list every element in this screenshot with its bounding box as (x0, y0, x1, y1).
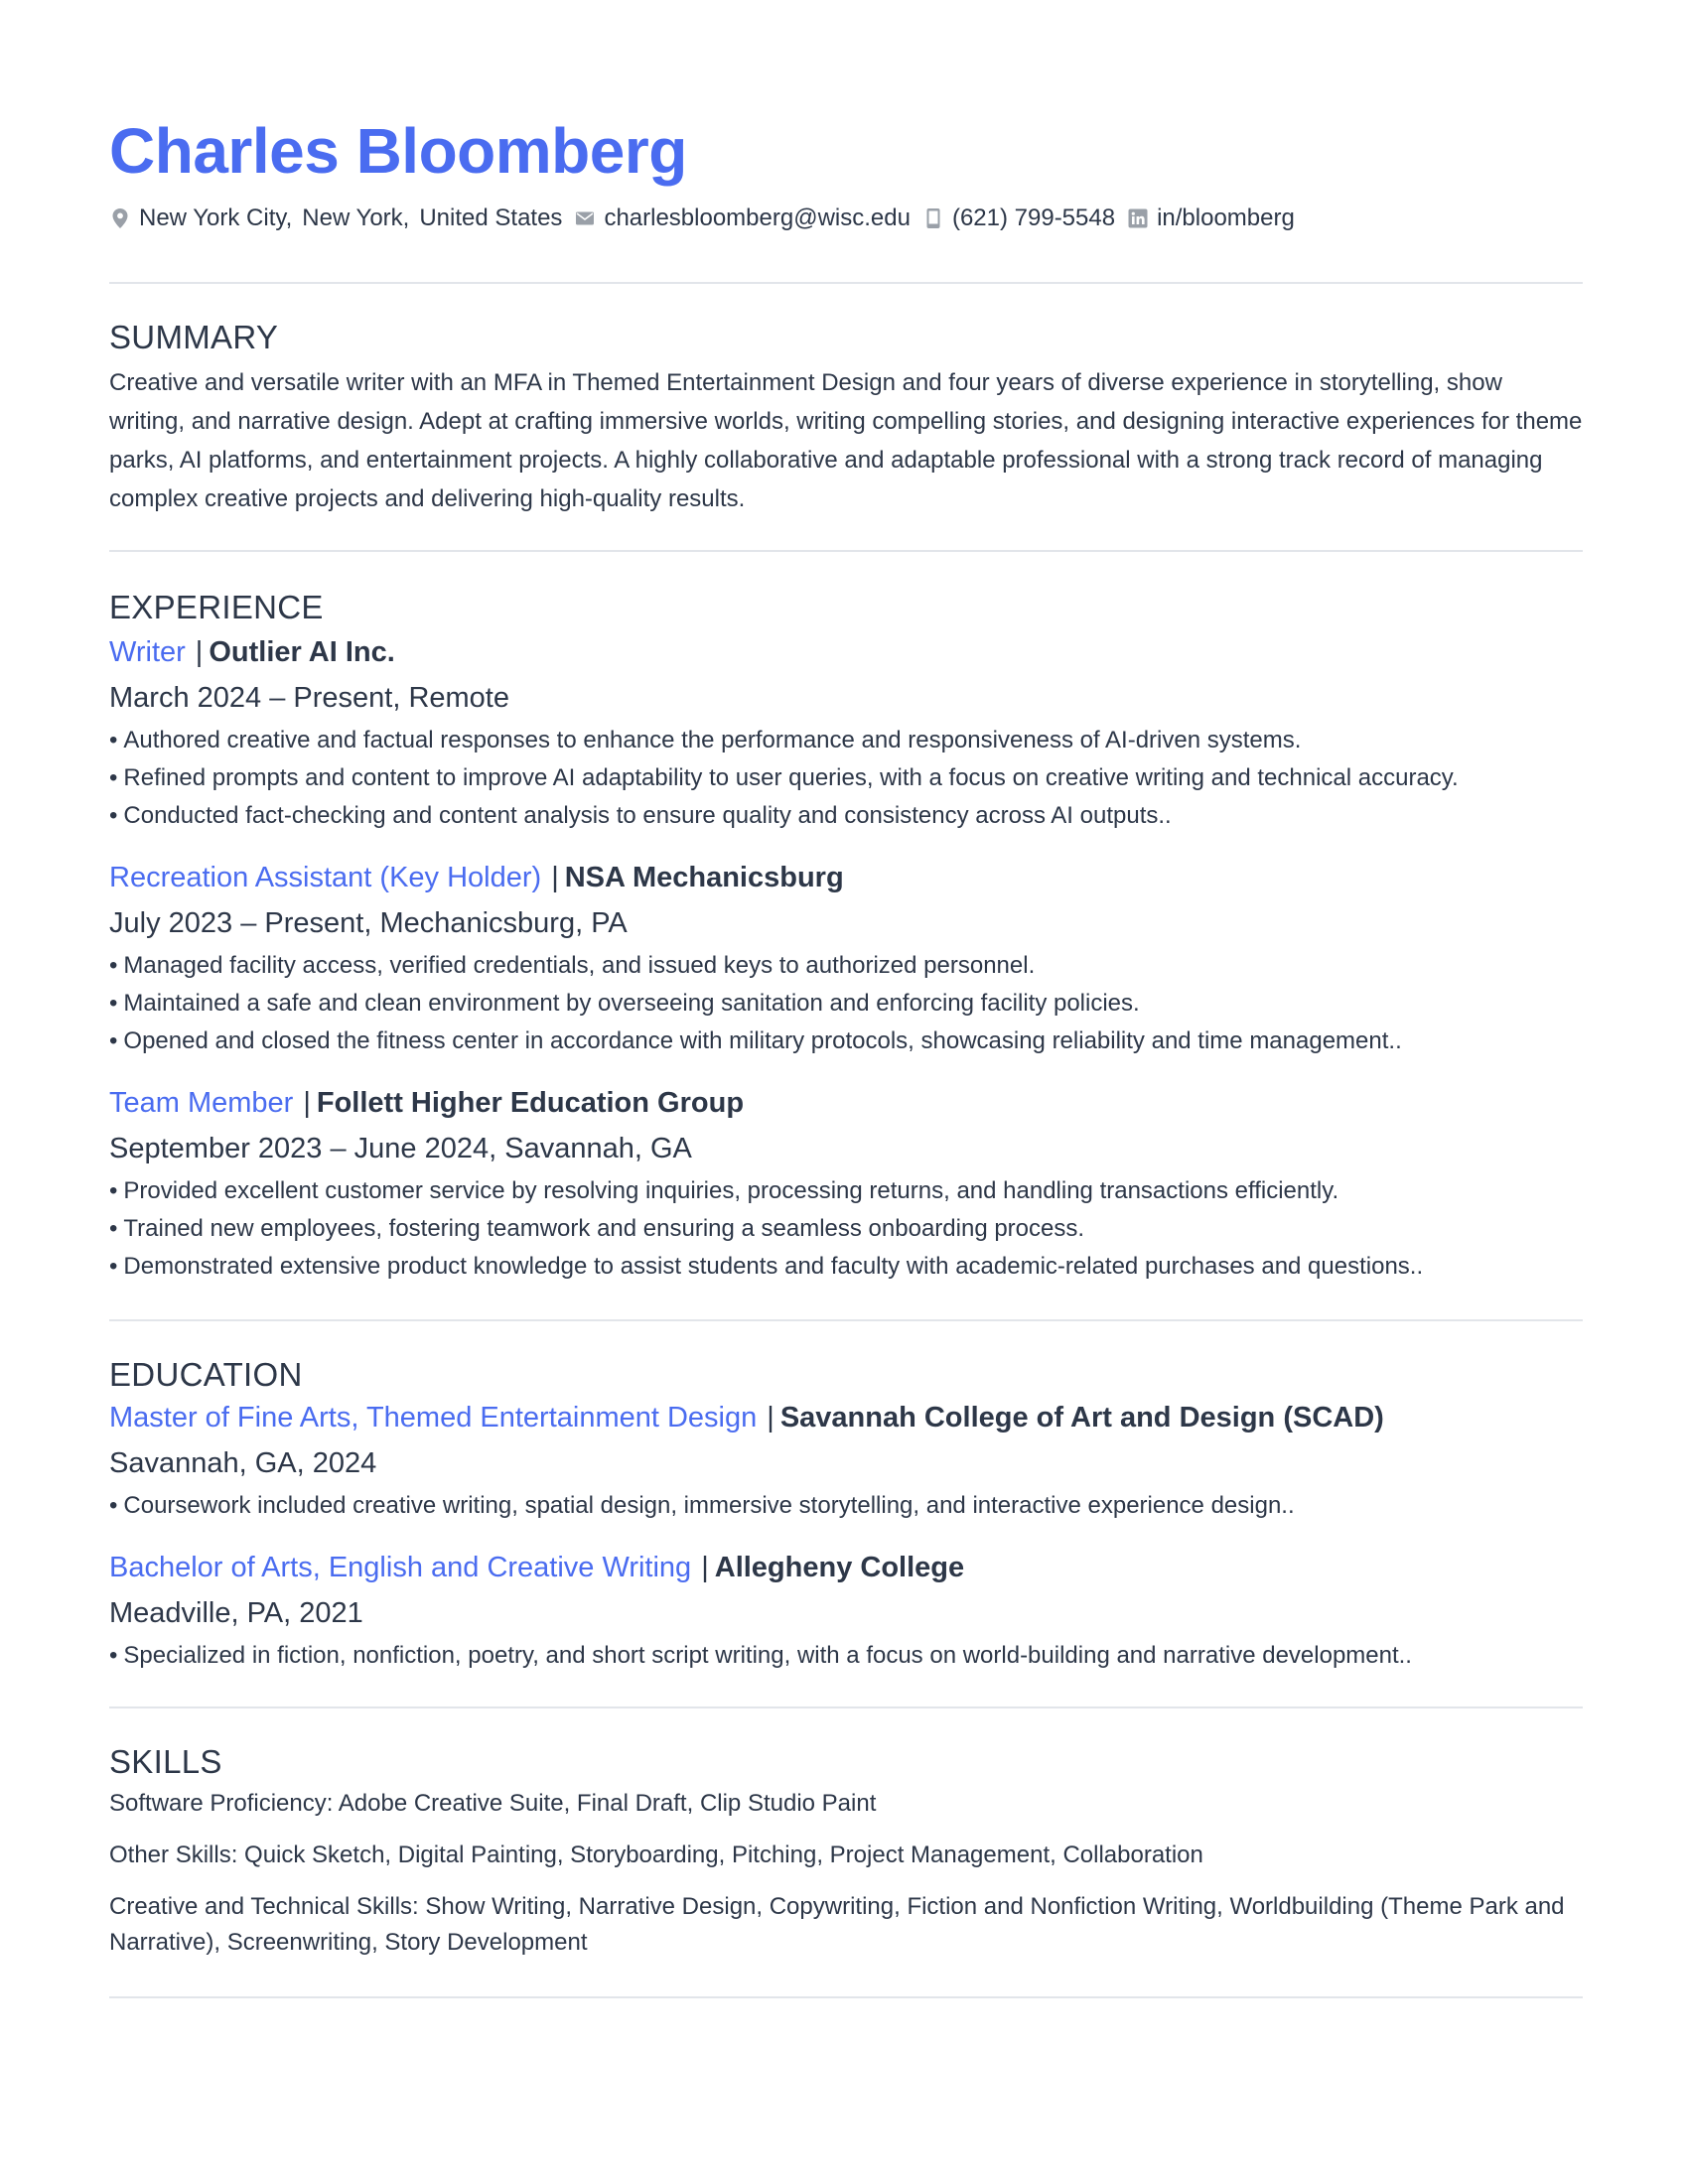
education-bullets (109, 1637, 1583, 1675)
skills-section (109, 1742, 1583, 1961)
summary-text: Creative and versatile writer with an MFA in Themed Entertainment Design and four years of diverse experience in storytelling, show writing, and narrative design. Adept at crafting immersive worlds, writing compelling stories, and designing interactive experiences for theme parks, AI platforms, and entertainment projects. A highly collaborative and adaptable professional with a strong track record of managing complex creative projects and delivering high-quality results. (109, 369, 1583, 512)
job-title: Recreation Assistant (Key Holder) (109, 862, 542, 893)
divider (109, 1706, 1583, 1708)
job-organization: Follett Higher Education Group (316, 1087, 745, 1119)
experience-section (109, 588, 1583, 1286)
job-entry (109, 1084, 1583, 1286)
summary-heading: SUMMARY (109, 319, 279, 355)
job-organization: Outlier AI Inc. (209, 636, 395, 668)
separator: | (303, 1087, 311, 1119)
bullet-item: • Maintained a safe and clean environment by overseeing sanitation and enforcing facility policies. (109, 985, 1583, 1023)
bullet-item: • Opened and closed the fitness center in accordance with military protocols, showcasing reliability and time management.. (109, 1023, 1583, 1060)
location-city: New York City, (139, 205, 293, 231)
job-dates-location: September 2023 – June 2024, Savannah, GA (109, 1133, 692, 1164)
skill-line: Creative and Technical Skills: Show Writing, Narrative Design, Copywriting, Fiction and Nonfiction Writing, Worldbuilding (Theme Park and Narrative), Screenwriting, Story Development (109, 1893, 1565, 1956)
job-dates-location: July 2023 – Present, Mechanicsburg, PA (109, 907, 628, 939)
separator: | (195, 636, 204, 668)
job-bullets (109, 947, 1583, 1060)
job-entry (109, 633, 1583, 835)
school-name: Savannah College of Art and Design (SCAD) (779, 1402, 1384, 1433)
bullet-item: • Refined prompts and content to improve AI adaptability to user queries, with a focus on creative writing and technical accuracy. (109, 759, 1583, 797)
skills-heading: SKILLS (109, 1743, 222, 1780)
divider (109, 550, 1583, 552)
location-pin-icon (109, 207, 131, 229)
degree-title: Master of Fine Arts, Themed Entertainment Design (109, 1402, 758, 1433)
skill-line: Other Skills: Quick Sketch, Digital Painting, Storyboarding, Pitching, Project Management, Collaboration (109, 1842, 1203, 1868)
degree-title: Bachelor of Arts, English and Creative Writing (109, 1552, 692, 1583)
separator: | (767, 1402, 774, 1433)
bullet-item: • Authored creative and factual responses to enhance the performance and responsiveness of AI-driven systems. (109, 722, 1583, 759)
experience-heading: EXPERIENCE (109, 589, 324, 625)
skill-line: Software Proficiency: Adobe Creative Suite, Final Draft, Clip Studio Paint (109, 1790, 877, 1817)
bullet-item: • Managed facility access, verified credentials, and issued keys to authorized personnel. (109, 947, 1583, 985)
candidate-name: Charles Bloomberg (109, 115, 687, 187)
email-link[interactable]: charlesbloomberg@wisc.edu (604, 205, 911, 231)
separator: | (551, 862, 559, 893)
education-location-year: Savannah, GA, 2024 (109, 1447, 377, 1479)
job-bullets (109, 722, 1583, 835)
divider (109, 282, 1583, 284)
bullet-item: • Conducted fact-checking and content analysis to ensure quality and consistency across AI outputs.. (109, 797, 1583, 835)
education-location-year: Meadville, PA, 2021 (109, 1597, 363, 1629)
education-section (109, 1355, 1583, 1675)
job-bullets (109, 1172, 1583, 1286)
job-organization: NSA Mechanicsburg (564, 862, 844, 893)
job-title: Team Member (109, 1087, 294, 1119)
bullet-item: • Specialized in fiction, nonfiction, poetry, and short script writing, with a focus on world-building and narrative development.. (109, 1637, 1583, 1675)
summary-section (109, 318, 1583, 518)
location-state: New York, (302, 205, 410, 231)
bullet-item: • Provided excellent customer service by resolving inquiries, processing returns, and handling transactions efficiently. (109, 1172, 1583, 1210)
divider (109, 1996, 1583, 1998)
separator: | (701, 1552, 709, 1583)
job-dates-location: March 2024 – Present, Remote (109, 682, 509, 714)
job-entry (109, 859, 1583, 1060)
education-entry (109, 1549, 1583, 1675)
bullet-item: • Trained new employees, fostering teamwork and ensuring a seamless onboarding process. (109, 1210, 1583, 1248)
job-title: Writer (109, 636, 186, 668)
bullet-item: • Coursework included creative writing, spatial design, immersive storytelling, and interactive experience design.. (109, 1487, 1583, 1525)
phone-number[interactable]: (621) 799-5548 (951, 205, 1116, 231)
bullet-item: • Demonstrated extensive product knowledge to assist students and faculty with academic-related purchases and questions.. (109, 1248, 1583, 1286)
envelope-icon (574, 207, 596, 229)
linkedin-link[interactable]: in/bloomberg (1157, 205, 1295, 231)
education-bullets (109, 1487, 1583, 1525)
school-name: Allegheny College (714, 1552, 965, 1583)
divider (109, 1319, 1583, 1321)
phone-icon (922, 207, 944, 229)
contact-bar (109, 203, 1583, 234)
location-country: United States (419, 205, 563, 231)
linkedin-icon (1127, 207, 1149, 229)
education-heading: EDUCATION (109, 1356, 303, 1393)
education-entry (109, 1399, 1583, 1525)
